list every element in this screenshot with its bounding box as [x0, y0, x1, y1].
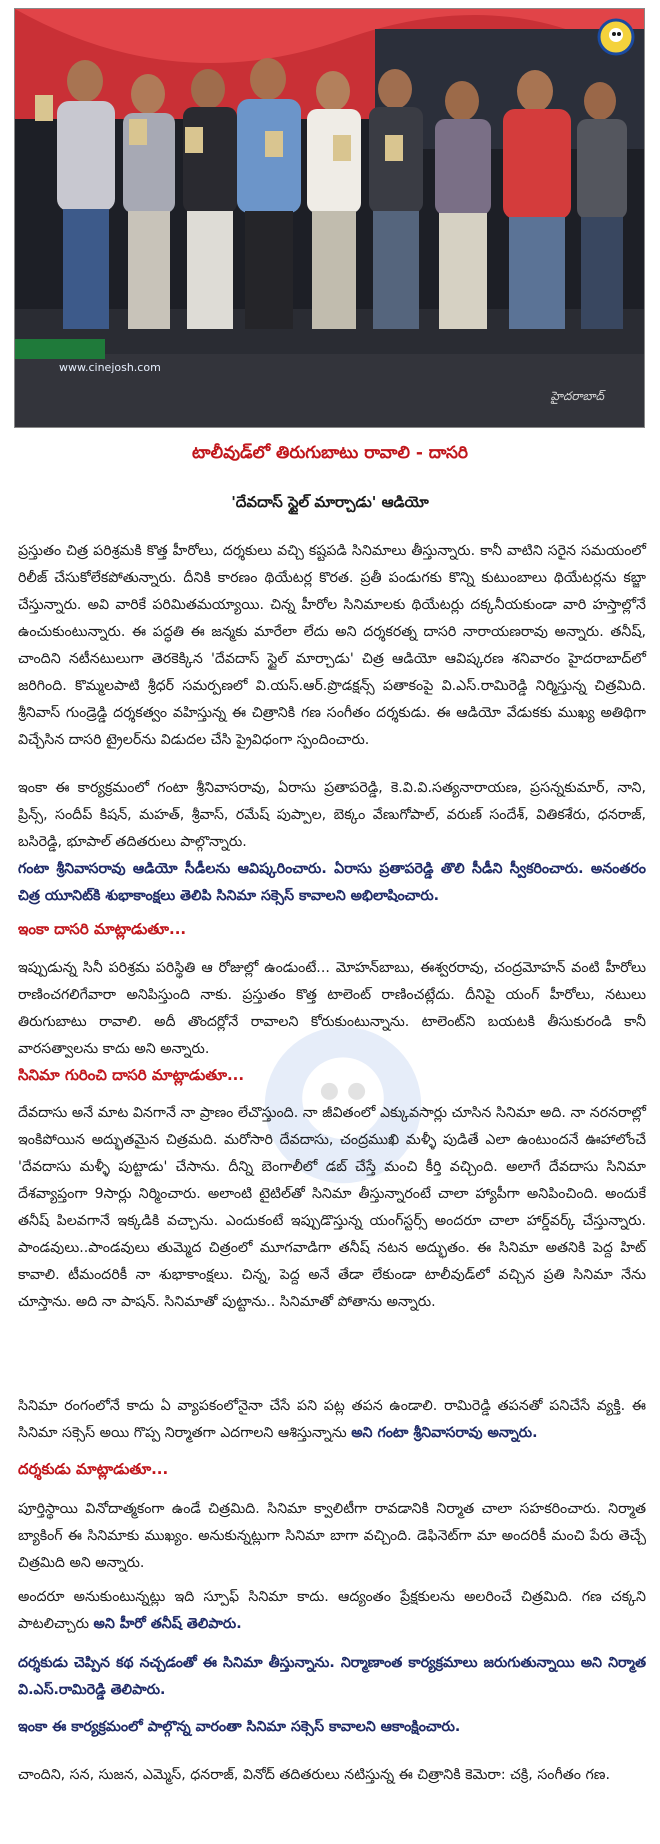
- paragraph-dasari-1: [18, 955, 646, 1063]
- paragraph-bold-tail: అని గంటా శ్రీనివాసరావు అన్నారు.: [351, 1425, 538, 1441]
- paragraph-text: దేవదాసు అనే మాట వినగానే నా ప్రాణం లేచొస్తుంది. నా జీవితంలో ఎక్కువసార్లు చూసిన సినిమా అది. నా నరనరాల్లో ఇంకిపోయిన అద్భుతమైన చిత్రమది. మరోసారి దేవదాసు, చంద్రముఖి మళ్ళీ పుడితే ఎలా ఉంటుందనే ఊహాలోంచే 'దేవదాసు మళ్ళీ పుట్టాడు' చేసాను. దీన్ని బెంగాలీలో డబ్ చేస్తే మంచి కీర్తి వచ్చింది. అలాగే దేవదాసు సినిమా దేశవ్యాప్తంగా 9సార్లు నిర్మించారు. అలాంటి టైటిల్‌తో సినిమా తీస్తున్నారంటే చాలా హ్యాపీగా అనిపించింది. అందుకే తనీష్ పిలవగానే ఇక్కడికి వచ్చాను. ఎందుకంటే ఇప్పుడొస్తున్న యంగ్‌స్టర్స్ అందరూ చాలా హార్డ్‌వర్క్ చేస్తున్నారు. పాండవులు..పాండవులు తుమ్మెద చిత్రంలో మూగవాడిగా తనీష్ నటన అద్భుతం. ఈ సినిమా అతనికి పెద్ద హిట్ కావాలి. టీమందరికీ నా శుభాకాంక్షలు. చిన్న, పెద్ద అనే తేడా లేకుండా టాలీవుడ్‌లో వచ్చిన ప్రతి సినిమా నేను చూస్తాను. అది నా పాషన్. సినిమాతో పుట్టాను.. సినిమాతో పోతాను అన్నారు.: [18, 1105, 646, 1310]
- paragraph-producer: [18, 1650, 646, 1704]
- paragraph-body: అందరూ అనుకుంటున్నట్లు ఇది స్పూఫ్ సినిమా కాదు. ఆద్యంతం ప్రేక్షకులను అలరించే చిత్రమిది. గణ చక్కని పాటలిచ్చారు: [18, 1589, 646, 1632]
- paragraph-text: గంటా శ్రీనివాసరావు ఆడియో సీడీలను ఆవిష్కరించారు. ఏరాసు ప్రతాపరెడ్డి తొలి సీడీని స్వీకరించారు. అనంతరం చిత్ర యూనిట్‌కి శుభాకాంక్షలు తెలిపి సినిమా సక్సెస్ కావాలని అభిలాషించారు.: [18, 861, 646, 904]
- photo-watermark: www.cinejosh.com: [59, 361, 161, 374]
- paragraph-text: చాందిని, సన, సుజన, ఎమ్మెస్, ధనరాజ్, వినోద్ తదితరులు నటిస్తున్న ఈ చిత్రానికి కెమెరా: చక్రి, సంగీతం గణ.: [18, 1767, 610, 1783]
- paragraph-text: ఇప్పుడున్న సినీ పరిశ్రమ పరిస్థితి ఆ రోజుల్లో ఉండుంటే... మోహన్‌బాబు, ఈశ్వరరావు, చంద్రమోహన్ వంటి హీరోలు రాణించగలిగేవారా అనిపిస్తుంది నాకు. ప్రస్తుతం కొత్త టాలెంట్ రాణించట్లేదు. దీనిపై యంగ్ హీరోలు, నటులు తిరుగుబాటు రావాలి. అదీ తొందర్లోనే రావాలని కోరుకుంటున్నాను. టాలెంట్‌ని బయటకి తీసుకురండి కానీ వారసత్వాలను కాదు అని అన్నారు.: [18, 960, 646, 1057]
- heading-dasari-cinema: [18, 1062, 646, 1089]
- section-heading: ఇంకా దాసరి మాట్లాడుతూ...: [18, 920, 187, 938]
- paragraph-text: ఇంకా ఈ కార్యక్రమంలో పాల్గొన్న వారంతా సినిమా సక్సెస్ కావాలని ఆకాంక్షించారు.: [18, 1719, 461, 1735]
- section-heading: దర్శకుడు మాట్లాడుతూ...: [18, 1460, 169, 1478]
- section-heading: సినిమా గురించి దాసరి మాట్లాడుతూ...: [18, 1066, 245, 1084]
- paragraph-attendees: [18, 775, 646, 856]
- paragraph-intro: [18, 538, 646, 754]
- paragraph-text: దర్శకుడు చెప్పిన కథ నచ్చడంతో ఈ సినిమా తీస్తున్నాను. నిర్మాణాంత కార్యక్రమాలు జరుగుతున్నాయి అని నిర్మాత వి.ఎస్.రామిరెడ్డి తెలిపారు.: [18, 1655, 646, 1698]
- paragraph-text: పూర్తిస్థాయి వినోదాత్మకంగా ఉండే చిత్రమిది. సినిమా క్వాలిటీగా రావడానికి నిర్మాత చాలా సహకరించారు. నిర్మాత బ్యాకింగ్ ఈ సినిమాకు ముఖ్యం. అనుకున్నట్లుగా సినిమా బాగా వచ్చింది. డెఫినెట్‌గా మా అందరికీ మంచి పేరు తెచ్చే చిత్రమిది అని అన్నారు.: [18, 1501, 646, 1571]
- paragraph-bold-tail: అని హీరో తనీష్ తెలిపారు.: [93, 1616, 242, 1632]
- heading-dasari: [18, 916, 646, 943]
- paragraph-text: [18, 1393, 646, 1447]
- event-photo: [14, 8, 645, 428]
- paragraph-director: [18, 1496, 646, 1577]
- paragraph-wishes: [18, 1714, 646, 1741]
- paragraph-text: ఇంకా ఈ కార్యక్రమంలో గంటా శ్రీనివాసరావు, ఏరాసు ప్రతాపరెడ్డి, కె.వి.వి.సత్యనారాయణ, ప్రసన్నకుమార్, నాని, ప్రిన్స్, సందీప్ కిషన్, మహత్, శ్రీవాస్, రమేష్ పుప్పాల, బెక్కం వేణుగోపాల్, వరుణ్ సందేశ్, వితికశేరు, ధనరాజ్, బసిరెడ్డి, భూపాల్ తదితరులు పాల్గొన్నారు.: [18, 780, 646, 850]
- paragraph-body: సినిమా రంగంలోనే కాదు ఏ వ్యాపకంలోనైనా చేసే పని పట్ల తపన ఉండాలి. రామిరెడ్డి తపనతో పనిచేసే వ్యక్తి. ఈ సినిమా సక్సెస్ అయి గొప్ప నిర్మాతగా ఎదగాలని ఆశిస్తున్నాను: [18, 1398, 646, 1441]
- heading-director: [18, 1456, 646, 1483]
- paragraph-text: ప్రస్తుతం చిత్ర పరిశ్రమకి కొత్త హీరోలు, దర్శకులు వచ్చి కష్టపడి సినిమాలు తీస్తున్నారు. కానీ వాటిని సరైన సమయంలో రిలీజ్ చేసుకోలేకపోతున్నారు. దీనికి కారణం థియేటర్ల కొరత. ప్రతీ పండుగకు కొన్ని కుటుంబాలు థియేటర్లను కబ్జా చేస్తున్నారు. అవి వారికే పరిమితమయ్యాయి. చిన్న హీరోల సినిమాలకు థియేటర్లు దక్కనీయకుండా వారి హస్తాల్లోనే ఉంచుకుంటున్నారు. ఈ పద్ధతి ఈ జన్మకు మారేలా లేదు అని దర్శకరత్న దాసరి నారాయణరావు అన్నారు. తనీష్, చాందిని నటీనటులుగా తెరకెక్కిన 'దేవదాస్ స్టైల్ మార్చాడు' చిత్ర ఆడియో ఆవిష్కరణ శనివారం హైదరాబాద్‌లో జరిగింది. కొమ్మలపాటి శ్రీధర్ సమర్పణలో వి.యస్.ఆర్.ప్రొడక్షన్స్ పతాకంపై వి.ఎస్.రామిరెడ్డి నిర్మిస్తున్న చిత్రమిది. శ్రీనివాస్ గుండ్రెడ్డి దర్శకత్వం వహిస్తున్న ఈ చిత్రానికి గణ సంగీతం దర్శకుడు. ఈ ఆడియో వేడుకకు ముఖ్య అతిథిగా విచ్చేసిన దాసరి ట్రైలర్‌ను విడుదల చేసి ప్రైవిధంగా స్పందించారు.: [18, 543, 646, 748]
- paragraph-text: [18, 1584, 646, 1638]
- article-subtitle: 'దేవదాస్ స్టైల్ మార్చాడు' ఆడియో: [231, 493, 429, 511]
- paragraph-hero: [18, 1584, 646, 1638]
- photo-signature: హైదరాబాద్: [550, 389, 604, 403]
- paragraph-ganta: [18, 1393, 646, 1447]
- paragraph-dasari-2: [18, 1100, 646, 1316]
- article-title: టాలీవుడ్‌లో తిరుగుబాటు రావాలి - దాసరి: [192, 443, 468, 463]
- site-logo-icon: [596, 17, 636, 57]
- paragraph-credits: [18, 1762, 646, 1789]
- paragraph-audio-release: [18, 856, 646, 910]
